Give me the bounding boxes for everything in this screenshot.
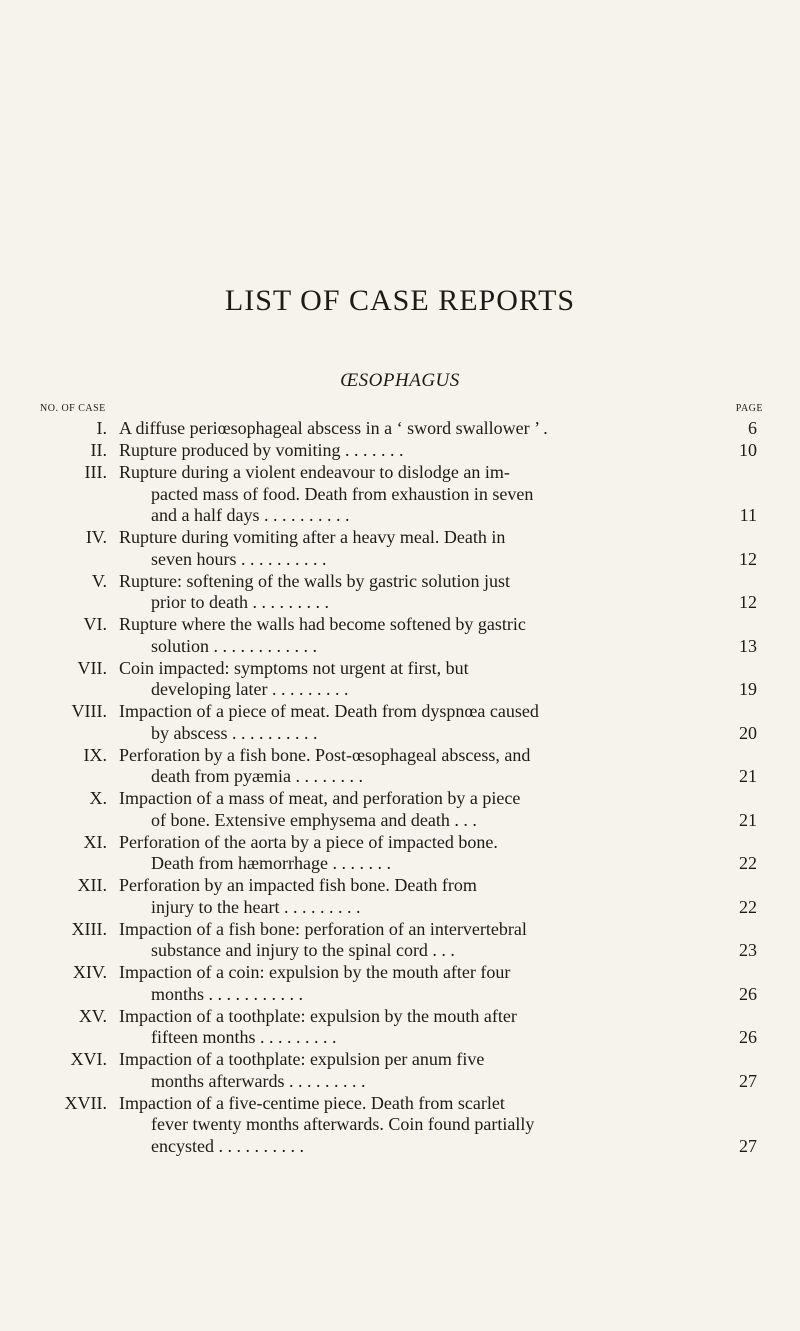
case-number: XVII. <box>64 1092 107 1113</box>
case-description-line: death from pyæmia . . . . . . . . <box>151 766 363 786</box>
case-number: V. <box>91 570 107 591</box>
case-description-line: Impaction of a fish bone: perforation of an intervertebral <box>119 918 527 939</box>
case-description-line: of bone. Extensive emphysema and death . . . <box>151 809 477 830</box>
case-description-line: Rupture where the walls had become softened by gastric <box>119 614 526 634</box>
case-entry <box>0 875 800 918</box>
case-entry <box>0 527 800 570</box>
case-number: XVI. <box>70 1049 107 1069</box>
case-number: X. <box>89 788 107 808</box>
page-number: 11 <box>739 505 757 525</box>
page-number: 22 <box>739 853 757 873</box>
page-number: 19 <box>739 679 757 699</box>
case-entry <box>0 832 800 875</box>
case-description-line: injury to the heart . . . . . . . . . <box>151 896 361 917</box>
page-number: 22 <box>739 896 757 917</box>
case-entry <box>0 418 800 440</box>
page-number: 27 <box>739 1135 757 1156</box>
case-description-line: developing later . . . . . . . . . <box>151 679 349 699</box>
case-entry <box>0 745 800 788</box>
page-number: 12 <box>739 592 757 612</box>
case-number: XI. <box>83 831 107 852</box>
case-description-line: fifteen months . . . . . . . . . <box>151 1027 337 1047</box>
case-description-line: by abscess . . . . . . . . . . <box>151 722 318 743</box>
case-description-line: pacted mass of food. Death from exhaustion in seven <box>151 483 534 504</box>
page-number: 10 <box>739 440 757 460</box>
case-description-line: months . . . . . . . . . . . <box>151 983 304 1004</box>
case-description-line: encysted . . . . . . . . . . <box>151 1135 304 1156</box>
case-number: IX. <box>83 744 107 765</box>
page-number: 20 <box>739 722 757 743</box>
case-entry <box>0 962 800 1005</box>
case-entry <box>0 701 800 744</box>
case-number: II. <box>90 440 107 460</box>
case-description-line: A diffuse periœsophageal abscess in a ‘ sword swallower ’ . <box>119 418 548 438</box>
case-entry <box>0 571 800 614</box>
case-number: VI. <box>83 614 107 634</box>
case-number: IV. <box>85 527 107 547</box>
page-number: 23 <box>739 940 757 960</box>
page-number: 21 <box>739 809 757 830</box>
section-title: ŒSOPHAGUS <box>340 370 460 391</box>
page-number: 27 <box>739 1070 757 1091</box>
page-number: 26 <box>739 983 757 1004</box>
case-description-line: Perforation of the aorta by a piece of impacted bone. <box>119 831 498 852</box>
case-entry <box>0 440 800 462</box>
case-description-line: months afterwards . . . . . . . . . <box>151 1070 366 1091</box>
case-description-line: Impaction of a five-centime piece. Death from scarlet <box>119 1092 505 1113</box>
case-number: I. <box>96 418 107 438</box>
case-description-line: Rupture: softening of the walls by gastric solution just <box>119 570 510 591</box>
case-entry <box>0 614 800 657</box>
case-entry <box>0 658 800 701</box>
case-entry <box>0 462 800 527</box>
page-number: 21 <box>739 766 757 786</box>
page-number: 12 <box>739 548 757 569</box>
case-description-line: Coin impacted: symptoms not urgent at first, but <box>119 657 469 678</box>
case-description-line: Perforation by an impacted fish bone. Death from <box>119 875 477 895</box>
case-number: XII. <box>77 875 107 895</box>
page-number: 6 <box>748 418 757 438</box>
case-entry <box>0 1093 800 1158</box>
page-title: LIST OF CASE REPORTS <box>224 284 576 317</box>
case-description-line: seven hours . . . . . . . . . . <box>151 548 327 569</box>
case-description-line: Death from hæmorrhage . . . . . . . <box>151 853 391 873</box>
case-description-line: prior to death . . . . . . . . . <box>151 592 329 612</box>
case-number: III. <box>84 462 107 482</box>
case-entry <box>0 788 800 831</box>
case-description-line: Rupture produced by vomiting . . . . . . . <box>119 440 404 460</box>
case-description-line: Impaction of a coin: expulsion by the mouth after four <box>119 962 511 982</box>
column-header-case-number: NO. OF CASE <box>40 403 106 414</box>
case-list <box>0 418 800 1158</box>
case-description-line: Rupture during a violent endeavour to dislodge an im- <box>119 462 510 482</box>
case-description-line: Impaction of a mass of meat, and perforation by a piece <box>119 788 521 808</box>
case-number: VIII. <box>71 701 107 721</box>
case-description-line: Impaction of a toothplate: expulsion per anum five <box>119 1049 485 1069</box>
case-description-line: Rupture during vomiting after a heavy meal. Death in <box>119 527 506 547</box>
column-header-page: PAGE <box>735 403 763 414</box>
case-description-line: substance and injury to the spinal cord . . . <box>151 940 455 960</box>
case-entry <box>0 1006 800 1049</box>
case-number: XV. <box>78 1005 107 1026</box>
case-entry <box>0 919 800 962</box>
case-description-line: and a half days . . . . . . . . . . <box>151 505 350 525</box>
case-description-line: solution . . . . . . . . . . . . <box>151 635 318 656</box>
page-number: 26 <box>739 1027 757 1047</box>
case-description-line: Impaction of a piece of meat. Death from dyspnœa caused <box>119 701 539 721</box>
page-number: 13 <box>739 635 757 656</box>
case-description-line: fever twenty months afterwards. Coin found partially <box>151 1114 535 1134</box>
case-description-line: Impaction of a toothplate: expulsion by the mouth after <box>119 1005 517 1026</box>
case-entry <box>0 1049 800 1092</box>
case-number: XIV. <box>72 962 107 982</box>
case-description-line: Perforation by a fish bone. Post-œsophageal abscess, and <box>119 744 531 765</box>
case-number: VII. <box>77 657 107 678</box>
case-number: XIII. <box>71 918 107 939</box>
